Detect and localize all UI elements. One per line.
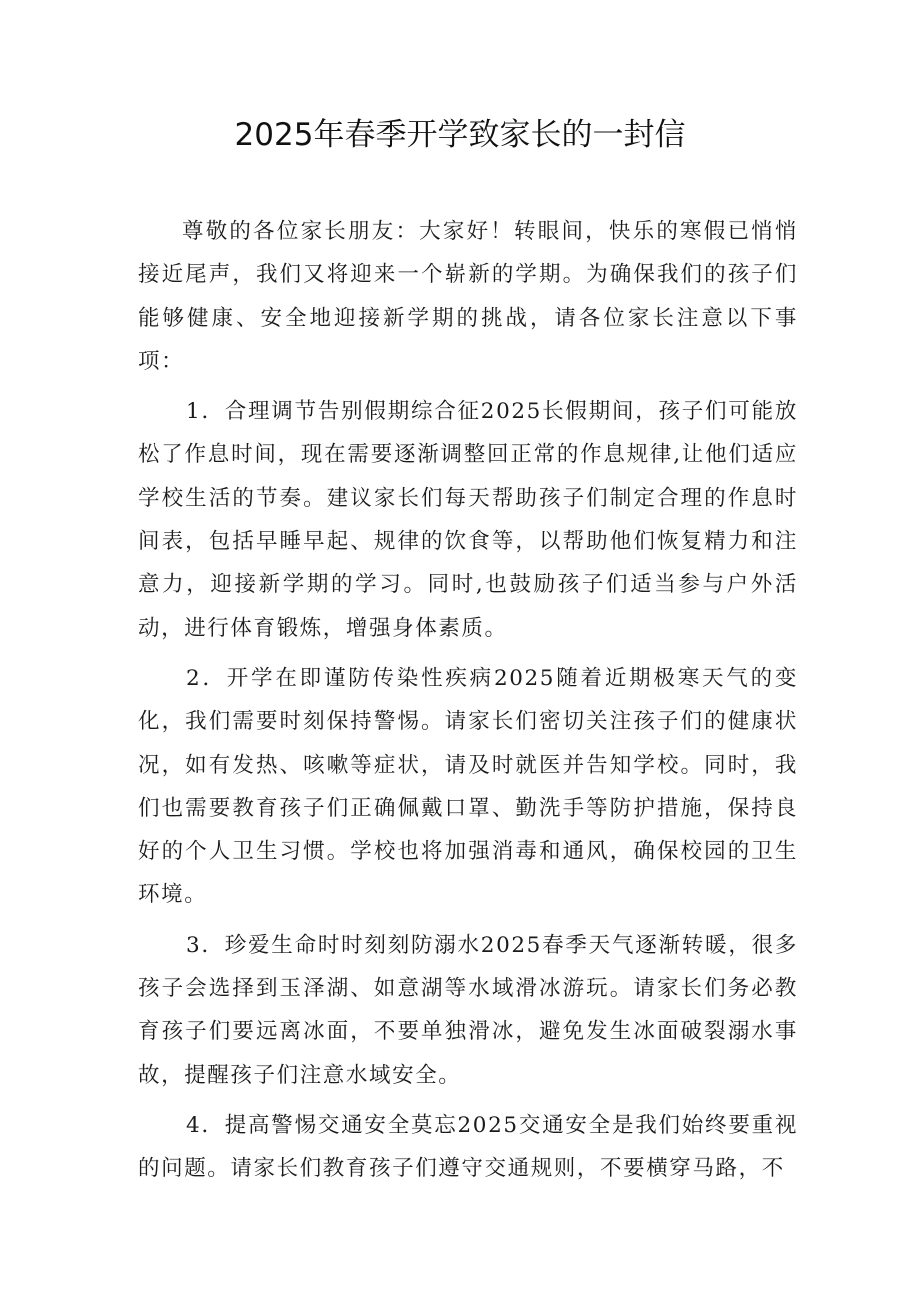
greeting-paragraph: 尊敬的各位家长朋友：大家好！转眼间，快乐的寒假已悄悄接近尾声，我们又将迎来一个崭新的学期。为确保我们的孩子们能够健康、安全地迎接新学期的挑战，请各位家长注意以下事项： [138,219,798,374]
item-1-paragraph: 1．合理调节告别假期综合征2025长假期间，孩子们可能放松了作息时间，现在需要逐渐调整回正常的作息规律,让他们适应学校生活的节奏。建议家长们每天帮助孩子们制定合理的作息时间表，包括早睡早起、规律的饮食等，以帮助他们恢复精力和注意力，迎接新学期的学习。同时,也鼓励孩子们适当参与户外活动，进行体育锻炼，增强身体素质。 [138,399,798,641]
document-body [138,210,798,1198]
item-3-paragraph: 3．珍爱生命时时刻刻防溺水2025春季天气逐渐转暖，很多孩子会选择到玉泽湖、如意湖等水域滑冰游玩。请家长们务必教育孩子们要远离冰面，不要单独滑冰，避免发生冰面破裂溺水事故，提醒孩子们注意水域安全。 [138,932,798,1088]
document-title: 2025年春季开学致家长的一封信 [234,117,686,153]
item-4-paragraph: 4．提高警惕交通安全莫忘2025交通安全是我们始终要重视的问题。请家长们教育孩子们遵守交通规则，不要横穿马路，不 [138,1112,798,1182]
item-2-paragraph: 2．开学在即谨防传染性疾病2025随着近期极寒天气的变化，我们需要时刻保持警惕。请家长们密切关注孩子们的健康状况，如有发热、咳嗽等症状，请及时就医并告知学校。同时，我们也需要教育孩子们正确佩戴口罩、勤洗手等防护措施，保持良好的个人卫生习惯。学校也将加强消毒和通风，确保校园的卫生环境。 [138,665,798,908]
